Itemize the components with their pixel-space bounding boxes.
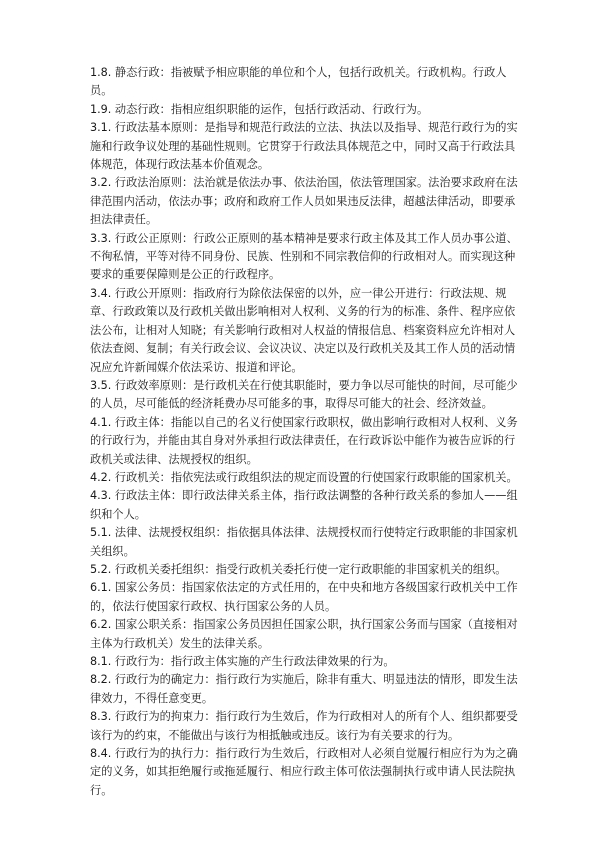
paragraph-8-3: 8.3. 行政行为的拘束力：指行政行为生效后，作为行政相对人的所有个人、组织都要受该行为的约束，不能做出与该行为相抵触或违反。该行为有关要求的行为。 <box>90 710 518 742</box>
paragraph-8-4: 8.4. 行政行为的执行力：指行政行为生效后，行政相对人必须自觉履行相应行为为之确定的义务，如其拒绝履行或拖延履行、相应行政主体可依法强制执行或申请人民法院执行。 <box>90 747 518 797</box>
paragraph-3-2: 3.2. 行政法治原则：法治就是依法办事、依法治国，依法管理国家。法治要求政府在法律范围内活动，依法办事；政府和政府工作人员如果违反法律，超越法律活动，即要承担法律责任。 <box>90 176 518 227</box>
paragraph-5-2: 5.2. 行政机关委托组织：指受行政机关委托行使一定行政职能的非国家机关的组织。 <box>90 562 507 576</box>
paragraph-8-2: 8.2. 行政行为的确定力：指行政行为实施后，除非有重大、明显违法的情形，即发生法律效力，不得任意变更。 <box>90 673 518 705</box>
paragraph-5-1: 5.1. 法律、法规授权组织：指依据具体法律、法规授权而行使特定行政职能的非国家机关组织。 <box>90 526 518 558</box>
paragraph-1-8: 1.8. 静态行政：指被赋予相应职能的单位和个人，包括行政机关。行政机构。行政人员。 <box>90 66 507 98</box>
paragraph-3-4: 3.4. 行政公开原则：指政府行为除依法保密的以外，应一律公开进行：行政法规、规章、行政政策以及行政机关做出影响相对人权利、义务的行为的标准、条件、程序应依法公布，让相对人知晓；有关影响行政相对人权益的情报信息、档案资料应允许相对人依法查阅、复制；有关行政会议、会议决议、决定以及行政机关及其工作人员的活动情况应允许新闻媒介依法采访、报道和评论。 <box>90 286 516 374</box>
paragraph-3-3: 3.3. 行政公正原则：行政公正原则的基本精神是要求行政主体及其工作人员办事公道、不徇私情，平等对待不同身份、民族、性别和不同宗教信仰的行政相对人。而实现这种要求的重要保障则是公正的行政程序。 <box>90 231 518 282</box>
paragraph-4-2: 4.2. 行政机关：指依宪法或行政组织法的规定而设置的行使国家行政职能的国家机关。 <box>90 470 518 484</box>
paragraph-6-2: 6.2. 国家公职关系：指国家公务员因担任国家公职，执行国家公务而与国家（直接相对主体为行政机关）发生的法律关系。 <box>90 618 518 650</box>
paragraph-4-3: 4.3. 行政法主体：即行政法律关系主体，指行政法调整的各种行政关系的参加人——组织和个人。 <box>90 489 518 521</box>
paragraph-1-9: 1.9. 动态行政：指相应组织职能的运作，包括行政活动、行政行为。 <box>90 102 429 116</box>
paragraph-4-1: 4.1. 行政主体：指能以自己的名义行使国家行政职权，做出影响行政相对人权利、义务的行政行为，并能由其自身对外承担行政法律责任，在行政诉讼中能作为被告应诉的行政机关或法律、法规授权的组织。 <box>90 415 518 466</box>
paragraph-3-5: 3.5. 行政效率原则：是行政机关在行使其职能时，要力争以尽可能快的时间，尽可能少的人员，尽可能低的经济耗费办尽可能多的事，取得尽可能大的社会、经济效益。 <box>90 378 518 411</box>
paragraph-3-1: 3.1. 行政法基本原则：是指导和规范行政法的立法、执法以及指导、规范行政行为的实施和行政争议处理的基础性规则。它贯穿于行政法具体规范之中，同时又高于行政法具体规范，体现行政法基本价值观念。 <box>90 121 518 172</box>
document-page <box>90 64 522 800</box>
paragraph-6-1: 6.1. 国家公务员：指国家依法定的方式任用的，在中央和地方各级国家行政机关中工作的，依法行使国家行政权、执行国家公务的人员。 <box>90 581 518 613</box>
paragraph-8-1: 8.1. 行政行为：指行政主体实施的产生行政法律效果的行为。 <box>90 655 395 668</box>
